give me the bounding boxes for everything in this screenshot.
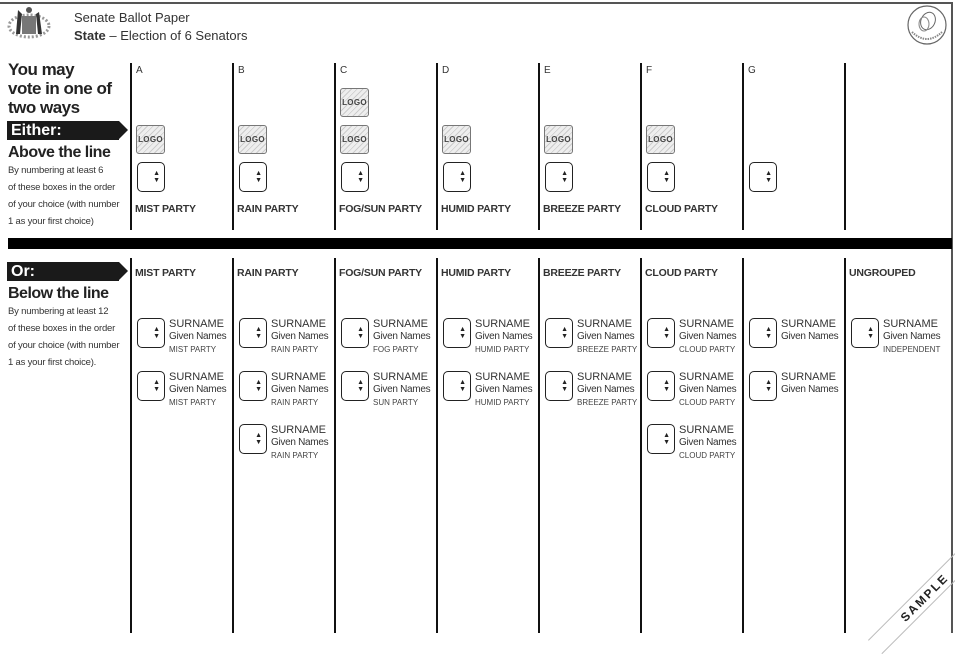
up-down-arrows-icon: ▲ ▼ [459,379,466,393]
candidate-given-names: Given Names [679,437,737,448]
candidate-vote-box[interactable] [647,318,675,348]
group-letter: C [340,65,348,76]
candidate-given-names: Given Names [883,331,941,342]
instruction-line: of these boxes in the order [8,323,116,334]
above-line-party-name: HUMID PARTY [441,203,511,215]
candidate-given-names: Given Names [373,384,431,395]
up-down-arrows-icon: ▲ ▼ [255,379,262,393]
column-divider [130,258,132,633]
below-the-line-title: Below the line [8,285,109,302]
candidate-given-names: Given Names [271,384,329,395]
candidate-party: SUN PARTY [373,398,419,407]
below-line-group-header: MIST PARTY [135,267,196,279]
candidate-vote-box[interactable] [137,318,165,348]
column-divider [436,258,438,633]
up-down-arrows-icon: ▲ ▼ [459,326,466,340]
above-line-vote-box[interactable] [749,162,777,192]
up-down-arrows-icon: ▲ ▼ [153,379,160,393]
column-divider [640,258,642,633]
candidate-given-names: Given Names [475,331,533,342]
candidate-vote-box[interactable] [443,371,471,401]
instruction-line: of your choice (with number [8,199,120,210]
candidate-party: RAIN PARTY [271,398,319,407]
candidate-given-names: Given Names [475,384,533,395]
above-line-vote-box[interactable] [443,162,471,192]
above-line-party-name: BREEZE PARTY [543,203,621,215]
candidate-surname: SURNAME [271,424,327,436]
candidate-given-names: Given Names [781,331,839,342]
column-divider [130,63,132,230]
candidate-party: BREEZE PARTY [577,345,638,354]
candidate-party: HUMID PARTY [475,345,530,354]
above-line-vote-box[interactable] [341,162,369,192]
candidate-surname: SURNAME [373,318,429,330]
group-letter: A [136,65,143,76]
party-logo: LOGO [238,125,267,154]
ballot-subtitle [74,28,247,43]
instruction-line: 1 as your first choice). [8,357,97,368]
top-border [0,2,953,4]
candidate-party: MIST PARTY [169,345,217,354]
candidate-vote-box[interactable] [239,424,267,454]
column-divider [742,258,744,633]
candidate-surname: SURNAME [475,318,531,330]
candidate-surname: SURNAME [883,318,939,330]
candidate-vote-box[interactable] [341,318,369,348]
candidate-party: BREEZE PARTY [577,398,638,407]
column-divider [844,258,846,633]
either-banner: Either: [7,121,119,140]
group-letter: F [646,65,653,76]
up-down-arrows-icon: ▲ ▼ [561,326,568,340]
heading-line: vote in one of [8,79,112,98]
candidate-surname: SURNAME [577,318,633,330]
column-divider [436,63,438,230]
candidate-party: MIST PARTY [169,398,217,407]
official-use-stamp-icon [906,4,948,46]
party-logo: LOGO [340,88,369,117]
candidate-party: RAIN PARTY [271,451,319,460]
candidate-surname: SURNAME [781,318,837,330]
candidate-given-names: Given Names [169,331,227,342]
candidate-vote-box[interactable] [851,318,879,348]
up-down-arrows-icon: ▲ ▼ [765,379,772,393]
up-down-arrows-icon: ▲ ▼ [459,170,466,184]
sample-watermark: SAMPLE [868,541,955,654]
dividing-line [8,238,952,249]
candidate-surname: SURNAME [475,371,531,383]
column-divider [232,63,234,230]
above-line-party-name: FOG/SUN PARTY [339,203,422,215]
coat-of-arms-icon [6,4,52,44]
up-down-arrows-icon: ▲ ▼ [561,379,568,393]
up-down-arrows-icon: ▲ ▼ [663,326,670,340]
candidate-given-names: Given Names [271,437,329,448]
above-line-vote-box[interactable] [545,162,573,192]
candidate-given-names: Given Names [271,331,329,342]
party-logo: LOGO [442,125,471,154]
candidate-given-names: Given Names [373,331,431,342]
up-down-arrows-icon: ▲ ▼ [153,326,160,340]
up-down-arrows-icon: ▲ ▼ [561,170,568,184]
instruction-line: of your choice (with number [8,340,120,351]
below-the-line-instructions [8,303,133,371]
up-down-arrows-icon: ▲ ▼ [765,326,772,340]
up-down-arrows-icon: ▲ ▼ [663,170,670,184]
candidate-vote-box[interactable] [749,371,777,401]
above-line-vote-box[interactable] [647,162,675,192]
group-letter: B [238,65,245,76]
party-logo: LOGO [136,125,165,154]
candidate-given-names: Given Names [577,384,635,395]
up-down-arrows-icon: ▲ ▼ [663,432,670,446]
column-divider [538,63,540,230]
above-line-party-name: MIST PARTY [135,203,196,215]
candidate-surname: SURNAME [679,371,735,383]
candidate-party: INDEPENDENT [883,345,941,354]
candidate-party: CLOUD PARTY [679,345,736,354]
candidate-given-names: Given Names [577,331,635,342]
candidate-vote-box[interactable] [749,318,777,348]
candidate-surname: SURNAME [271,318,327,330]
instruction-line: 1 as your first choice) [8,216,94,227]
candidate-vote-box[interactable] [647,424,675,454]
candidate-given-names: Given Names [679,331,737,342]
candidate-given-names: Given Names [781,384,839,395]
above-line-party-name: RAIN PARTY [237,203,299,215]
election-label: – Election of 6 Senators [105,28,248,43]
ballot-title: Senate Ballot Paper [74,10,190,25]
below-line-group-header: RAIN PARTY [237,267,299,279]
candidate-surname: SURNAME [679,318,735,330]
candidate-party: RAIN PARTY [271,345,319,354]
candidate-surname: SURNAME [577,371,633,383]
candidate-vote-box[interactable] [545,371,573,401]
column-divider [232,258,234,633]
candidate-surname: SURNAME [169,318,225,330]
column-divider [844,63,846,230]
candidate-surname: SURNAME [271,371,327,383]
above-line-party-name: CLOUD PARTY [645,203,718,215]
up-down-arrows-icon: ▲ ▼ [357,379,364,393]
candidate-surname: SURNAME [781,371,837,383]
party-logo: LOGO [646,125,675,154]
above-the-line-instructions [8,162,133,230]
up-down-arrows-icon: ▲ ▼ [663,379,670,393]
instructions-heading [8,60,112,117]
candidate-surname: SURNAME [169,371,225,383]
up-down-arrows-icon: ▲ ▼ [255,326,262,340]
column-divider [742,63,744,230]
state-label: State [74,28,106,43]
heading-line: You may [8,60,75,79]
candidate-vote-box[interactable] [443,318,471,348]
candidate-surname: SURNAME [679,424,735,436]
candidate-given-names: Given Names [169,384,227,395]
candidate-party: FOG PARTY [373,345,419,354]
below-line-group-header: HUMID PARTY [441,267,511,279]
candidate-party: CLOUD PARTY [679,451,736,460]
candidate-vote-box[interactable] [137,371,165,401]
below-line-group-header: FOG/SUN PARTY [339,267,422,279]
party-logo: LOGO [340,125,369,154]
candidate-vote-box[interactable] [545,318,573,348]
column-divider [640,63,642,230]
above-line-vote-box[interactable] [239,162,267,192]
up-down-arrows-icon: ▲ ▼ [357,170,364,184]
or-banner: Or: [7,262,119,281]
group-letter: D [442,65,450,76]
candidate-party: CLOUD PARTY [679,398,736,407]
above-line-vote-box[interactable] [137,162,165,192]
candidate-vote-box[interactable] [239,318,267,348]
up-down-arrows-icon: ▲ ▼ [765,170,772,184]
right-border [951,2,953,633]
candidate-vote-box[interactable] [647,371,675,401]
above-the-line-title: Above the line [8,144,111,161]
instruction-line: By numbering at least 6 [8,165,104,176]
instruction-line: of these boxes in the order [8,182,116,193]
column-divider [538,258,540,633]
up-down-arrows-icon: ▲ ▼ [255,170,262,184]
column-divider [334,258,336,633]
group-letter: G [748,65,756,76]
below-line-group-header: BREEZE PARTY [543,267,621,279]
group-letter: E [544,65,551,76]
up-down-arrows-icon: ▲ ▼ [867,326,874,340]
instruction-line: By numbering at least 12 [8,306,109,317]
up-down-arrows-icon: ▲ ▼ [153,170,160,184]
below-line-group-header: UNGROUPED [849,267,916,279]
candidate-given-names: Given Names [679,384,737,395]
candidate-party: HUMID PARTY [475,398,530,407]
party-logo: LOGO [544,125,573,154]
below-line-group-header: CLOUD PARTY [645,267,718,279]
column-divider [334,63,336,230]
candidate-surname: SURNAME [373,371,429,383]
heading-line: two ways [8,98,80,117]
candidate-vote-box[interactable] [341,371,369,401]
up-down-arrows-icon: ▲ ▼ [357,326,364,340]
up-down-arrows-icon: ▲ ▼ [255,432,262,446]
candidate-vote-box[interactable] [239,371,267,401]
